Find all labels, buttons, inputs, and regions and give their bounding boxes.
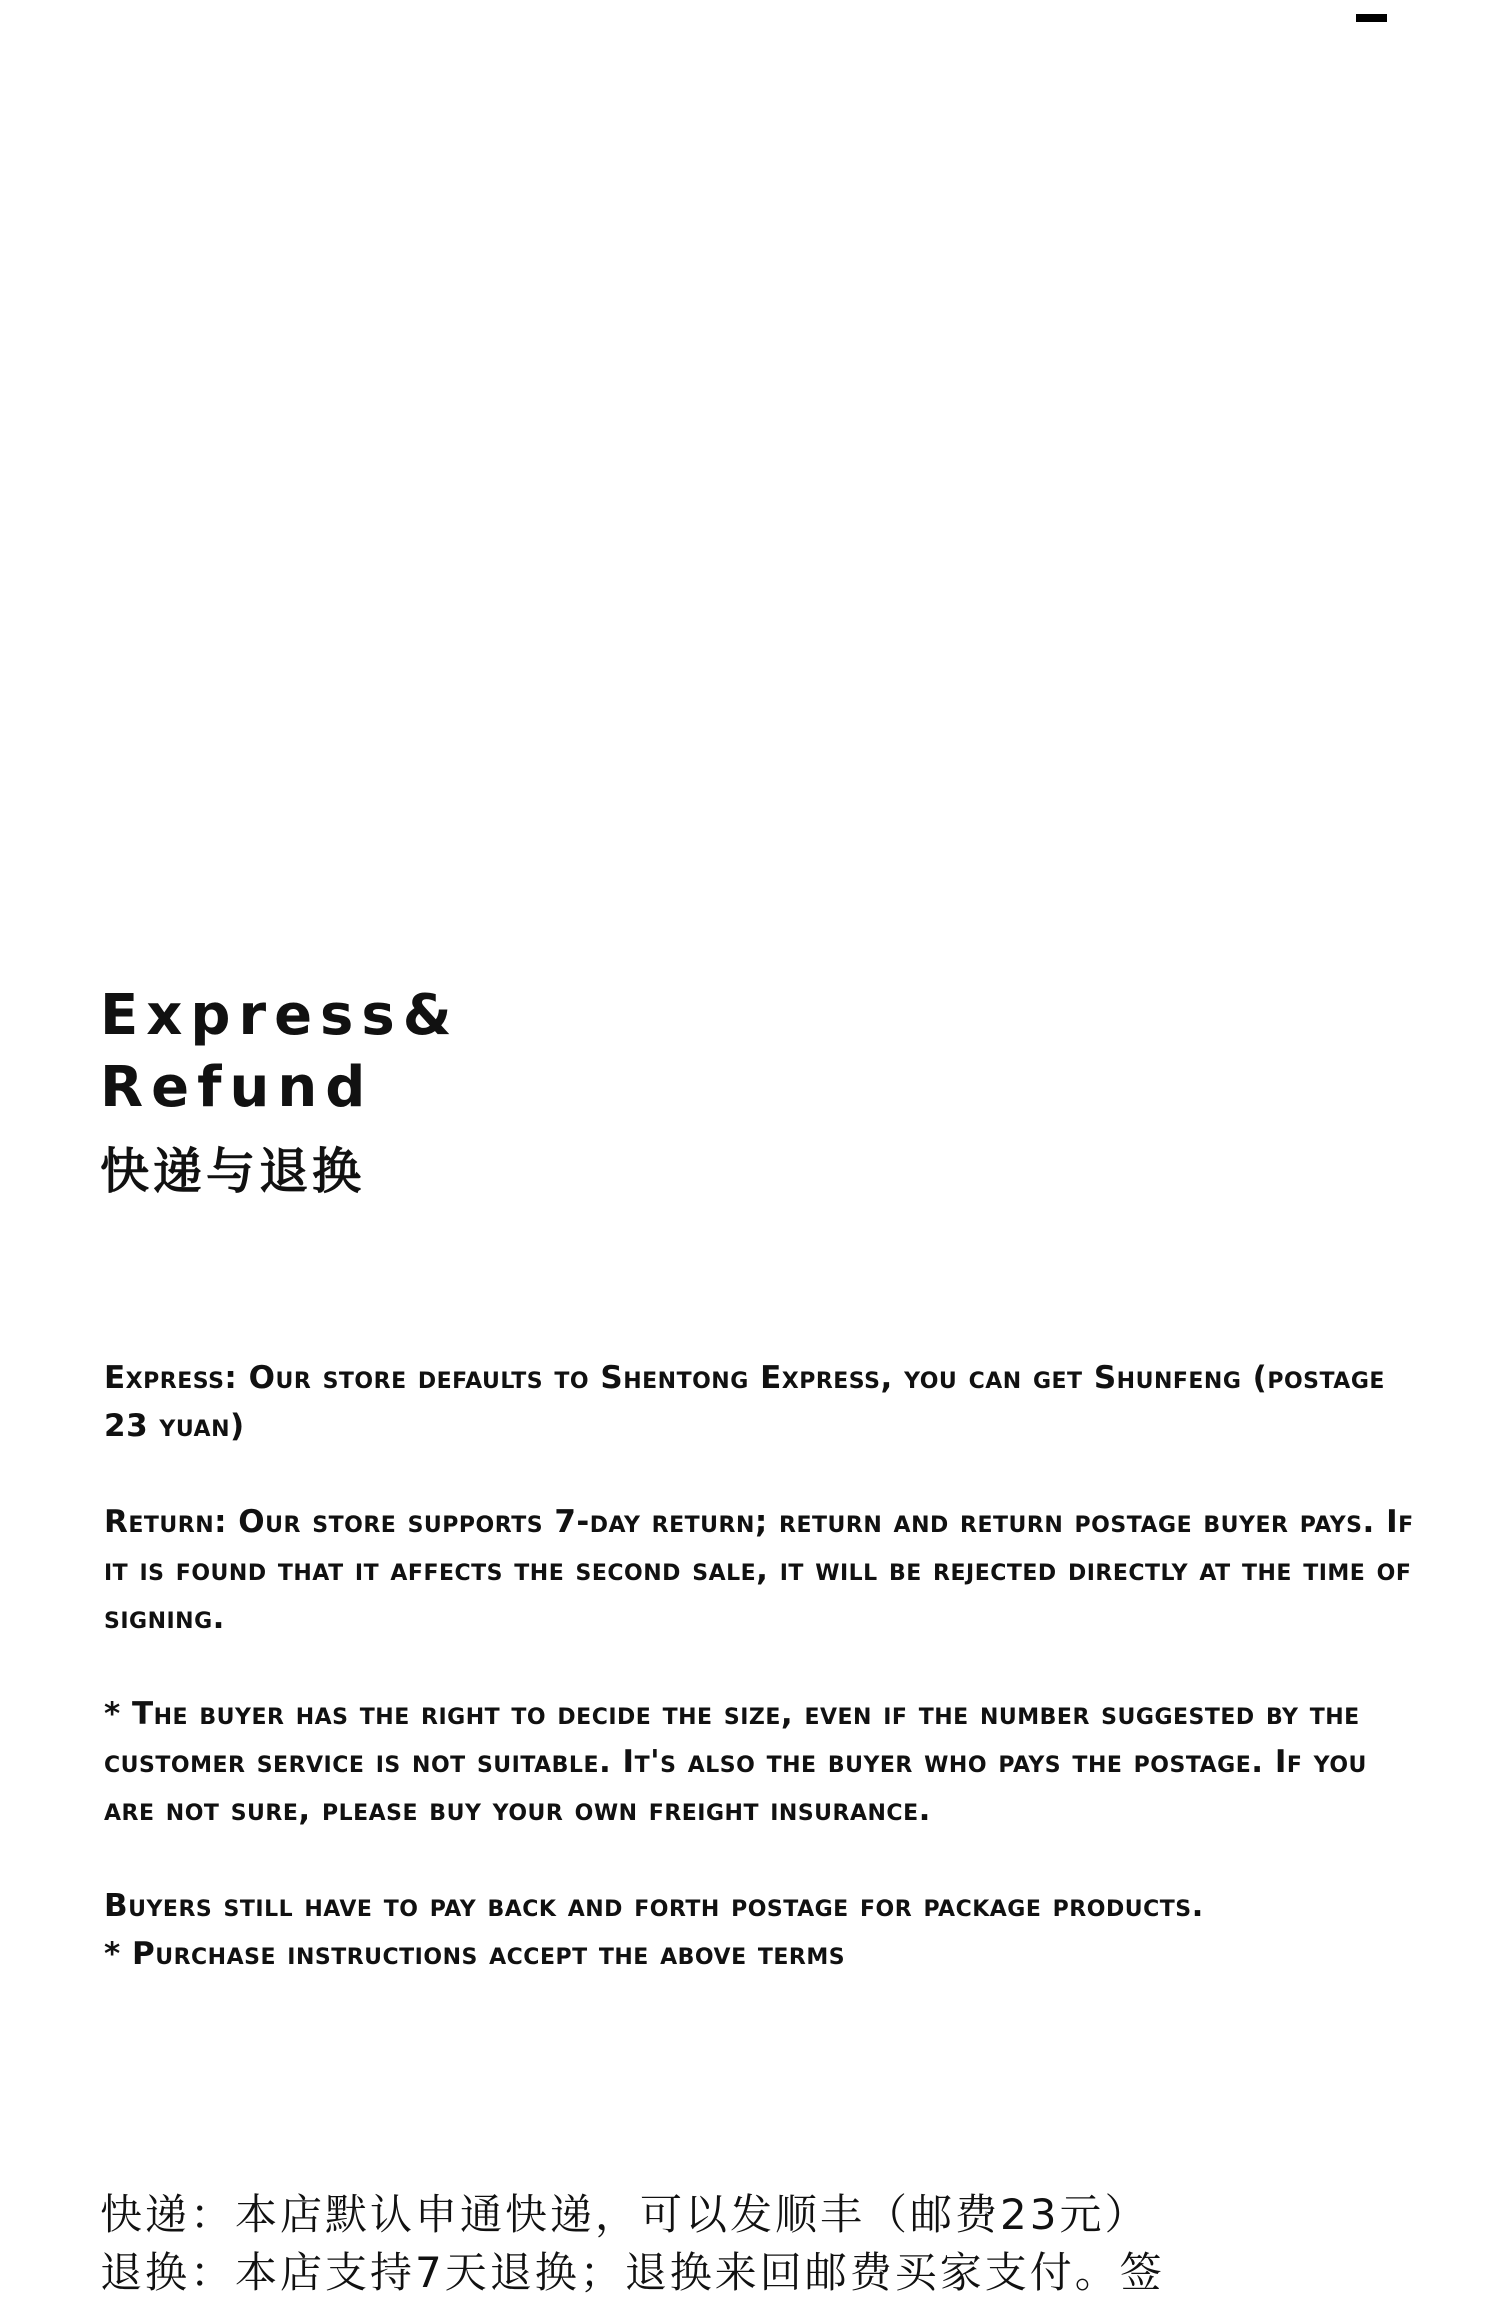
purchase-terms-note: * Purchase instructions accept the above terms — [104, 1936, 846, 1972]
chinese-terms — [100, 2186, 1410, 2302]
section-title — [100, 980, 800, 1202]
title-chinese: 快递与退换 — [100, 1143, 366, 1200]
express-policy: Express: Our store defaults to Shentong Express, you can get Shunfeng (postage 23 yuan) — [104, 1360, 1385, 1444]
size-policy-note: * The buyer has the right to decide the size, even if the number suggested by the customer service is not suitable. It's also the buyer who pays the postage. If you are not sure, please buy your own freight insurance. — [104, 1696, 1367, 1828]
return-policy: Return: Our store supports 7-day return; return and return postage buyer pays. If it is found that it affects the second sale, it will be rejected directly at the time of signing. — [104, 1504, 1414, 1636]
english-terms — [104, 1354, 1424, 1978]
package-postage-note: Buyers still have to pay back and forth postage for package products. — [104, 1888, 1204, 1924]
title-english-line-1: Express& — [100, 983, 460, 1048]
chinese-express-policy: 快递：本店默认申通快递，可以发顺丰（邮费23元） — [100, 2190, 1150, 2239]
title-english-line-2: Refund — [100, 1055, 374, 1120]
blank-image-area — [0, 0, 1500, 960]
chinese-return-policy: 退换：本店支持7天退换；退换来回邮费买家支付。签 — [100, 2248, 1165, 2297]
minus-mark — [1356, 14, 1387, 22]
